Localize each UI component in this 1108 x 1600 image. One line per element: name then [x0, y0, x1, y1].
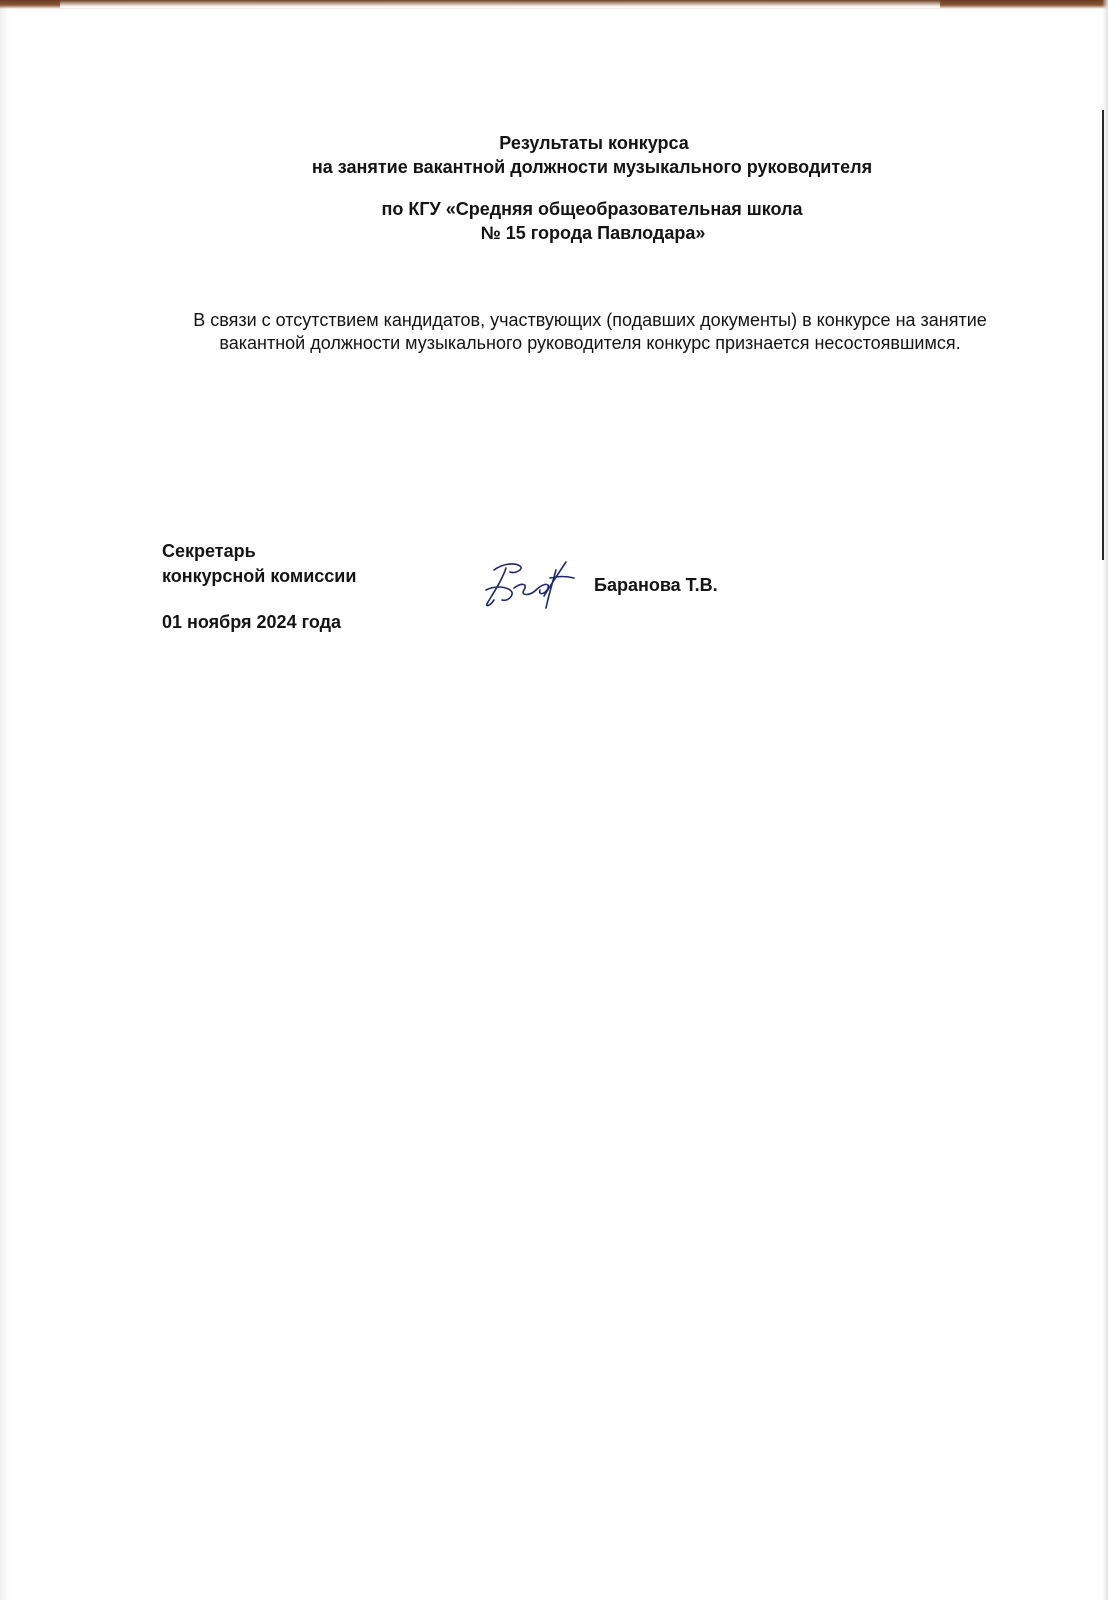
signer-role-line2: конкурсной комиссии: [162, 566, 357, 586]
signer-role-line1: Секретарь: [162, 541, 256, 561]
signer-role: [162, 539, 356, 589]
document-title: Результаты конкурса: [499, 133, 689, 153]
scan-top-edge-fade: [60, 0, 940, 8]
handwritten-signature: [480, 556, 580, 612]
document-header: [0, 131, 1108, 245]
signer-name: Баранова Т.В.: [594, 575, 718, 595]
organization-line2: № 15 города Павлодара»: [480, 223, 706, 243]
document-date: 01 ноября 2024 года: [162, 612, 342, 632]
document-subtitle: на занятие вакантной должности музыкального руководителя: [311, 157, 873, 177]
organization-line1: по КГУ «Средняя общеобразовательная школа: [381, 199, 803, 219]
document-body: В связи с отсутствием кандидатов, участвующих (подавших документы) в конкурсе на занятие вакантной должности музыкального руководителя конкурс признается несостоявшимся.: [193, 310, 987, 353]
